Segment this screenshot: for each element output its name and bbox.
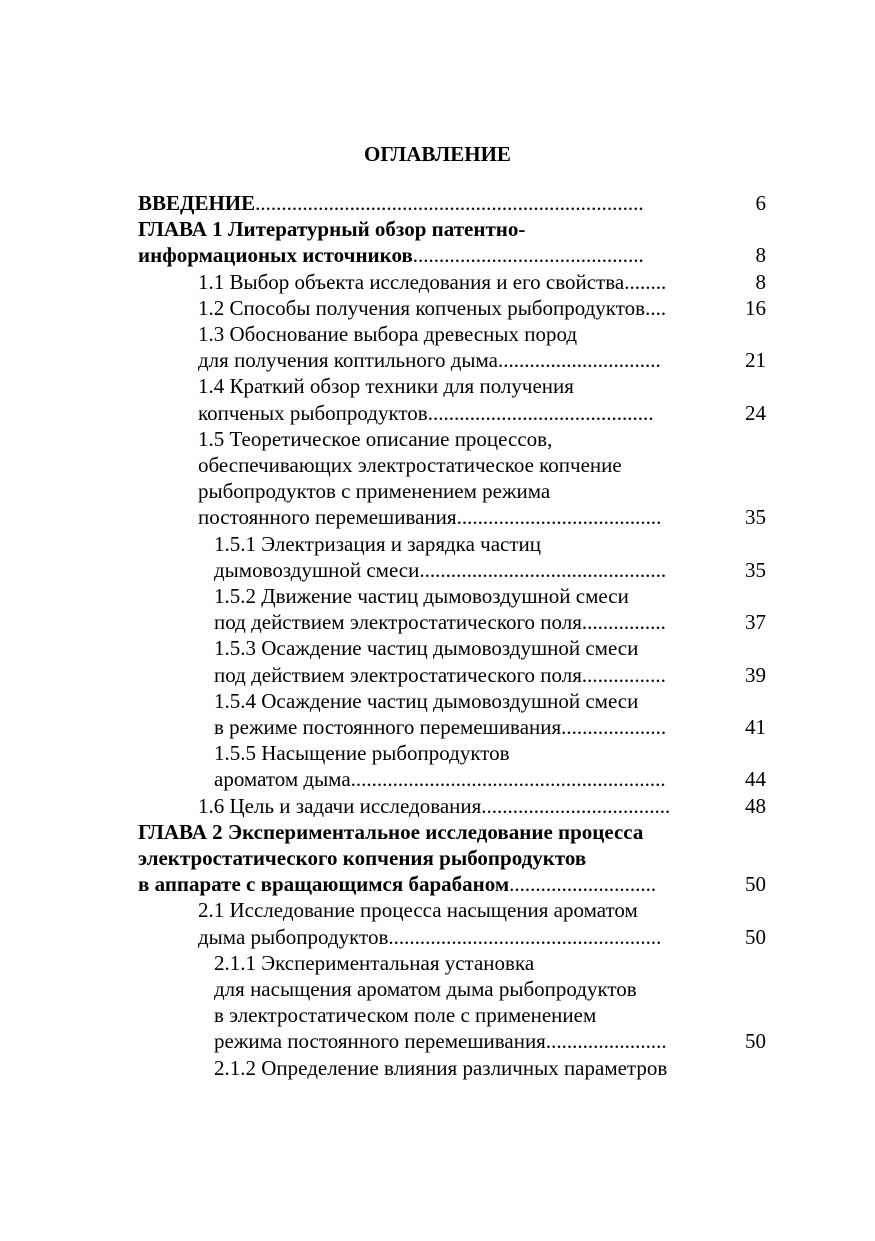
- toc-page-number: 35: [745, 505, 766, 529]
- toc-entry-title: 1.3 Обоснование выбора древесных пород: [198, 322, 578, 346]
- toc-line: [0, 635, 875, 661]
- toc-line: [0, 557, 875, 583]
- toc-line: [0, 504, 875, 530]
- toc-entry: [214, 688, 638, 714]
- toc-entry: [214, 557, 666, 583]
- toc-entry: [214, 740, 510, 766]
- toc-line: [0, 924, 875, 950]
- toc-page-number: 39: [745, 663, 766, 687]
- toc-leader-dots: ............................................................: [350, 767, 666, 791]
- toc-leader-dots: ....................................................: [388, 925, 662, 949]
- toc-entry: [138, 845, 586, 871]
- toc-entry: [198, 924, 661, 950]
- toc-leader-dots: ................: [581, 610, 666, 634]
- toc-entry: [138, 242, 644, 268]
- toc-line: [0, 216, 875, 242]
- toc-line: [0, 583, 875, 609]
- toc-entry-title: для насыщения ароматом дыма рыбопродуктов: [214, 977, 637, 1001]
- toc-entry: [138, 190, 644, 216]
- toc-entry-title: в электростатическом поле с применением: [214, 1003, 597, 1027]
- toc-leader-dots: ...............................................: [419, 558, 667, 582]
- toc-line: [0, 1002, 875, 1028]
- toc-entry: [214, 714, 666, 740]
- toc-page-number: 24: [745, 401, 766, 425]
- toc-line: [0, 531, 875, 557]
- toc-entry-title: дымовоздушной смеси: [214, 558, 420, 582]
- toc-entry-title: 1.5.5 Насыщение рыбопродуктов: [214, 741, 510, 765]
- toc-page-number: 6: [755, 191, 766, 215]
- toc-entry: [214, 662, 666, 688]
- toc-entry: [214, 976, 637, 1002]
- toc-leader-dots: ....................: [561, 715, 667, 739]
- toc-line: [0, 321, 875, 347]
- toc-page-number: 41: [745, 715, 766, 739]
- toc-line: [0, 897, 875, 923]
- toc-entry: [214, 1055, 667, 1081]
- toc-entry: [138, 216, 525, 242]
- toc-leader-dots: ............................: [509, 872, 657, 896]
- toc-entry-title: постоянного перемешивания: [198, 505, 457, 529]
- toc-line: [0, 819, 875, 845]
- toc-line: [0, 452, 875, 478]
- toc-leader-dots: ....................................: [481, 794, 671, 818]
- toc-entry-title: для получения коптильного дыма: [198, 348, 498, 372]
- toc-page-number: 16: [745, 296, 766, 320]
- toc-line: [0, 295, 875, 321]
- toc-line: [0, 426, 875, 452]
- toc-entry-title: 1.5.3 Осаждение частиц дымовоздушной смеси: [214, 636, 639, 660]
- toc-entry-title: режима постоянного перемешивания: [214, 1029, 546, 1053]
- toc-entry-title: 2.1.2 Определение влияния различных параметров: [214, 1056, 668, 1080]
- toc-entry-title: информационых источников: [138, 243, 413, 267]
- toc-leader-dots: ...............................: [497, 348, 661, 372]
- toc-line: [0, 845, 875, 871]
- toc-entry: [138, 819, 643, 845]
- toc-entry: [214, 1002, 596, 1028]
- toc-entry-title: под действием электростатического поля: [214, 663, 582, 687]
- toc-entry: [198, 504, 661, 530]
- toc-entry: [214, 766, 666, 792]
- toc-entry: [198, 295, 666, 321]
- toc-line: [0, 190, 875, 216]
- toc-leader-dots: ................: [581, 663, 666, 687]
- toc-entry-title: 1.6 Цель и задачи исследования: [198, 794, 482, 818]
- toc-entry-title: 1.4 Краткий обзор техники для получения: [198, 374, 574, 398]
- toc-entry-title: дыма рыбопродуктов: [198, 925, 389, 949]
- toc-entry-title: 1.5.1 Электризация и зарядка частиц: [214, 532, 541, 556]
- toc-entry: [214, 635, 638, 661]
- toc-entry: [198, 897, 638, 923]
- toc-entry: [214, 609, 666, 635]
- toc-entry: [214, 531, 541, 557]
- toc-leader-dots: .......................: [545, 1029, 667, 1053]
- toc-entry-title: копченых рыбопродуктов: [198, 401, 428, 425]
- toc-entry: [198, 793, 670, 819]
- toc-line: [0, 1055, 875, 1081]
- toc-entry-title: в аппарате с вращающимся барабаном: [138, 872, 510, 896]
- toc-line: [0, 373, 875, 399]
- toc-entry-title: ВВЕДЕНИЕ: [138, 191, 256, 215]
- toc-entry: [198, 269, 666, 295]
- toc-entry: [198, 478, 550, 504]
- toc-entry: [198, 373, 574, 399]
- toc-line: [0, 609, 875, 635]
- toc-line: [0, 662, 875, 688]
- toc-line: [0, 269, 875, 295]
- toc-page-number: 21: [745, 348, 766, 372]
- toc-entry-title: ароматом дыма: [214, 767, 351, 791]
- toc-line: [0, 242, 875, 268]
- toc-line: [0, 793, 875, 819]
- toc-entry: [214, 950, 534, 976]
- toc-leader-dots: .......................................: [456, 505, 662, 529]
- toc-page-number: 48: [745, 794, 766, 818]
- toc-line: [0, 688, 875, 714]
- toc-page-number: 35: [745, 558, 766, 582]
- toc-entry-title: рыбопродуктов с применением режима: [198, 479, 551, 503]
- toc-line: [0, 400, 875, 426]
- toc-entry: [198, 426, 552, 452]
- toc-page-number: 50: [745, 1029, 766, 1053]
- toc-entry-title: обеспечивающих электростатическое копчение: [198, 453, 622, 477]
- toc-line: [0, 766, 875, 792]
- toc-line: [0, 976, 875, 1002]
- toc-page-number: 50: [745, 925, 766, 949]
- toc-entry-title: 2.1.1 Экспериментальная установка: [214, 951, 535, 975]
- toc-entry-title: 1.1 Выбор объекта исследования и его свойства: [198, 270, 625, 294]
- toc-entry-title: 1.5 Теоретическое описание процессов,: [198, 427, 553, 451]
- toc-leader-dots: ..........................................................................: [255, 191, 644, 215]
- toc-line: [0, 714, 875, 740]
- toc-entry-title: под действием электростатического поля: [214, 610, 582, 634]
- toc-line: [0, 1028, 875, 1054]
- toc-page-number: 37: [745, 610, 766, 634]
- toc-entry-title: ГЛАВА 1 Литературный обзор патентно-: [138, 217, 526, 241]
- toc-page-number: 8: [755, 243, 766, 267]
- toc-page-number: 44: [745, 767, 766, 791]
- toc-entry-title: электростатического копчения рыбопродуктов: [138, 846, 587, 870]
- toc-entry-title: 1.5.4 Осаждение частиц дымовоздушной смеси: [214, 689, 639, 713]
- toc-entry-title: ГЛАВА 2 Экспериментальное исследование процесса: [138, 820, 644, 844]
- toc-entry-title: в режиме постоянного перемешивания: [214, 715, 562, 739]
- toc-line: [0, 478, 875, 504]
- toc-line: [0, 950, 875, 976]
- toc-entry: [214, 1028, 667, 1054]
- toc-line: [0, 347, 875, 373]
- toc-entry: [198, 400, 653, 426]
- toc-line: [0, 740, 875, 766]
- toc-page-number: 50: [745, 872, 766, 896]
- toc-leader-dots: ............................................: [412, 243, 644, 267]
- toc-entry: [198, 347, 661, 373]
- toc-leader-dots: ........: [624, 270, 667, 294]
- toc-entry: [214, 583, 629, 609]
- toc-page-number: 8: [755, 270, 766, 294]
- toc-leader-dots: ...........................................: [427, 401, 654, 425]
- toc-line: [0, 871, 875, 897]
- toc-entry-title: 1.5.2 Движение частиц дымовоздушной смеси: [214, 584, 629, 608]
- toc-entry-title: 1.2 Способы получения копченых рыбопродуктов: [198, 296, 646, 320]
- toc-entry: [138, 871, 656, 897]
- toc-leader-dots: ....: [645, 296, 667, 320]
- toc-entry: [198, 452, 622, 478]
- page-title: ОГЛАВЛЕНИЕ: [364, 142, 511, 166]
- toc-entry-title: 2.1 Исследование процесса насыщения ароматом: [198, 898, 638, 922]
- toc-entry: [198, 321, 577, 347]
